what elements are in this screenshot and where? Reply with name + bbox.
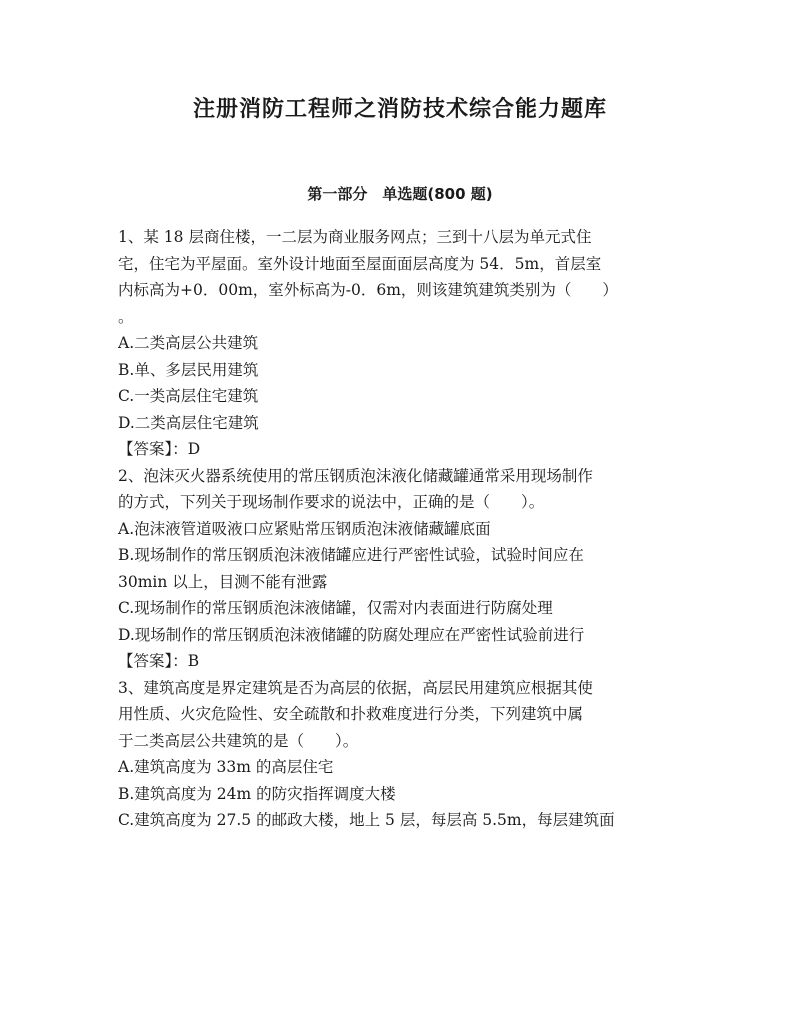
option-c: C.现场制作的常压钢质泡沫液储罐，仅需对内表面进行防腐处理 [118,599,553,617]
answer-label: 【答案】：D [118,440,201,458]
option-b: B.建筑高度为 24m 的防灾指挥调度大楼 [118,784,396,803]
question-3 [118,675,688,834]
question-list [118,224,688,834]
option-c: C.一类高层住宅建筑 [118,387,259,405]
option-b: B.现场制作的常压钢质泡沫液储罐应进行严密性试验，试验时间应在 [118,546,584,564]
question-stem-line: 于二类高层公共建筑的是（ ）。 [118,731,359,750]
section-title: 第一部分 单选题(800 题) [307,185,493,203]
option-b-continued: 30min 以上，目测不能有泄露 [118,572,328,591]
question-2 [118,463,688,675]
question-stem-line: 3、建筑高度是界定建筑是否为高层的依据，高层民用建筑应根据其使 [118,678,593,697]
question-stem-line: 宅，住宅为平屋面。室外设计地面至屋面面层高度为 54．5m，首层室 [118,254,602,273]
document-title: 注册消防工程师之消防技术综合能力题库 [192,97,607,122]
question-stem-line: 的方式，下列关于现场制作要求的说法中，正确的是（ ）。 [118,493,545,511]
question-stem-line: 。 [118,307,134,326]
question-1 [118,224,688,463]
option-b: B.单、多层民用建筑 [118,360,259,379]
option-a: A.二类高层公共建筑 [118,334,259,352]
option-a: A.泡沫液管道吸液口应紧贴常压钢质泡沫液储藏罐底面 [118,519,491,538]
option-d: D.二类高层住宅建筑 [118,413,259,432]
question-stem-line: 1、某 18 层商住楼，一二层为商业服务网点；三到十八层为单元式住 [118,228,592,246]
answer-label: 【答案】：B [118,652,200,670]
option-c: C.建筑高度为 27.5 的邮政大楼，地上 5 层，每层高 5.5m，每层建筑面 [118,811,615,829]
option-a: A.建筑高度为 33m 的高层住宅 [118,758,334,776]
question-stem-line: 用性质、火灾危险性、安全疏散和扑救难度进行分类，下列建筑中属 [118,705,584,723]
question-stem-line: 内标高为+0．00m，室外标高为-0．6m，则该建筑建筑类别为（ ） [118,281,618,299]
option-d: D.现场制作的常压钢质泡沫液储罐的防腐处理应在严密性试验前进行 [118,625,585,644]
question-stem-line: 2、泡沫灭火器系统使用的常压钢质泡沫液化储藏罐通常采用现场制作 [118,466,593,485]
